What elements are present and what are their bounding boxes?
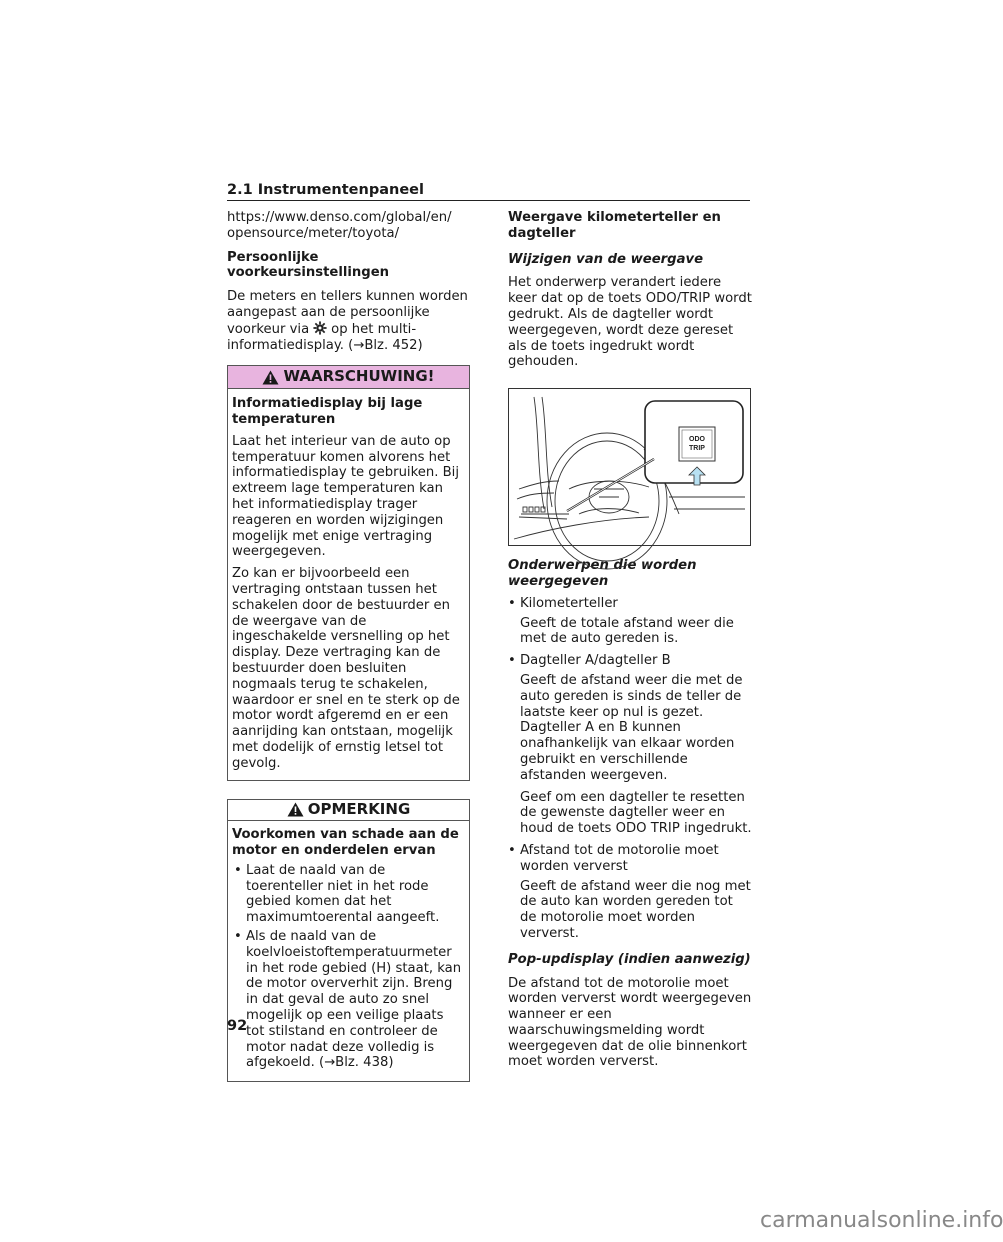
source-url-line1: https://www.denso.com/global/en/: [227, 210, 452, 225]
note-box: [227, 799, 470, 1083]
odo-button-label-odo: ODO: [689, 436, 705, 444]
displayed-items-heading: Onderwerpen die worden weergegeven: [508, 558, 697, 589]
section-header: [227, 179, 750, 201]
warning-box: [227, 365, 470, 780]
item-tripmeter-desc-2: Geef om een dagteller te resetten de gewenste dagteller weer en houd de toets ODO TRIP ingedrukt.: [520, 789, 752, 837]
note-bullet-2: • Als de naald van de koelvloeistoftemperatuurmeter in het rode gebied (H) staat, kan de motor oververhit zijn. Breng in dat geval de auto zo snel mogelijk op een veilige plaats tot stilstand en controleer de motor nadat deze volledig is afgekoeld. (→Blz. 438): [232, 929, 463, 1071]
warning-heading: Informatiedisplay bij lage temperaturen: [232, 396, 423, 427]
popup-display-heading: Pop-updisplay (indien aanwezig): [508, 951, 751, 967]
odometer-heading: Weergave kilometerteller en dagteller: [508, 210, 721, 241]
odo-trip-figure: [508, 388, 751, 546]
dashboard-illustration: [509, 389, 750, 545]
caution-triangle-icon: [287, 802, 304, 817]
change-display-text: Het onderwerp verandert iedere keer dat op de toets ODO/TRIP wordt gedrukt. Als de dagteller wordt weergegeven, wordt deze gereset als de toets ingedrukt wordt gehouden.: [508, 275, 752, 370]
warning-paragraph-1: Laat het interieur van de auto op temperatuur komen alvorens het informatiedisplay te gebruiken. Bij extreem lage temperaturen kan het informatiedisplay trager reageren en worden wijzigingen mogelijk met enige vertraging weergegeven.: [232, 433, 459, 560]
odo-button-label-trip: TRIP: [689, 445, 705, 453]
note-bullet-list: [232, 863, 463, 1071]
note-heading: Voorkomen van schade aan de motor en onderdelen ervan: [232, 827, 459, 859]
personal-text-a: De meters en tellers kunnen worden aangepast aan de persoonlijke voorkeur via: [227, 289, 468, 337]
note-title: OPMERKING: [307, 799, 411, 818]
gear-icon: [313, 321, 327, 335]
note-title-bar: [228, 800, 469, 822]
item-odometer-desc: Geeft de totale afstand weer die met de auto gereden is.: [520, 615, 734, 647]
source-url[interactable]: [227, 210, 470, 242]
right-column: [508, 210, 753, 1078]
personal-settings-heading: Persoonlijke voorkeursinstellingen: [227, 249, 390, 281]
warning-triangle-icon: [262, 370, 279, 385]
note-bullet-1: • Laat de naald van de toerenteller niet in het rode gebied komen dat het maximumtoerental aangeeft.: [232, 863, 463, 926]
note-body: [228, 821, 469, 1081]
personal-settings-text: [227, 289, 470, 353]
item-oil-distance-desc: Geeft de afstand weer die nog met de auto kan worden gereden tot de motorolie moet worden ververst.: [520, 878, 751, 941]
left-column: [227, 210, 470, 1082]
page-number: 92: [227, 1018, 248, 1034]
source-url-line2: opensource/meter/toyota/: [227, 225, 400, 241]
popup-display-text: De afstand tot de motorolie moet worden ververst wordt weergegeven wanneer er een waarschuwingsmelding wordt weergegeven dat de olie binnenkort moet worden ververst.: [508, 975, 752, 1070]
item-tripmeter: • Dagteller A/dagteller B: [508, 653, 753, 669]
warning-paragraph-2: Zo kan er bijvoorbeeld een vertraging ontstaan tussen het schakelen door de bestuurder en de weergave van de ingeschakelde versnelling op het display. Deze vertraging kan de bestuurder doen besluiten nogmaals terug te schakelen, waardoor er snel en te sterk op de motor wordt afgeremd en er een aanrijding kan ontstaan, mogelijk met dodelijk of ernstig letsel tot gevolg.: [232, 566, 460, 771]
change-display-heading: Wijzigen van de weergave: [508, 251, 704, 267]
warning-title: WAARSCHUWING!: [283, 367, 435, 386]
warning-title-bar: [228, 366, 469, 389]
section-title: 2.1 Instrumentenpaneel: [227, 182, 424, 198]
personal-text-b: op het multi-informatiedisplay. (→Blz. 452): [227, 321, 423, 353]
item-tripmeter-desc-1: Geeft de afstand weer die met de auto gereden is sinds de teller de laatste keer op nul is gezet. Dagteller A en B kunnen onafhankelijk van elkaar worden gebruikt en verschillende afstanden weergeven.: [520, 672, 743, 783]
item-oil-distance: • Afstand tot de motorolie moet worden ververst: [508, 843, 753, 875]
warning-body: [228, 389, 469, 779]
item-odometer: • Kilometerteller: [508, 596, 753, 612]
watermark: carmanualsonline.info: [760, 1208, 1003, 1233]
